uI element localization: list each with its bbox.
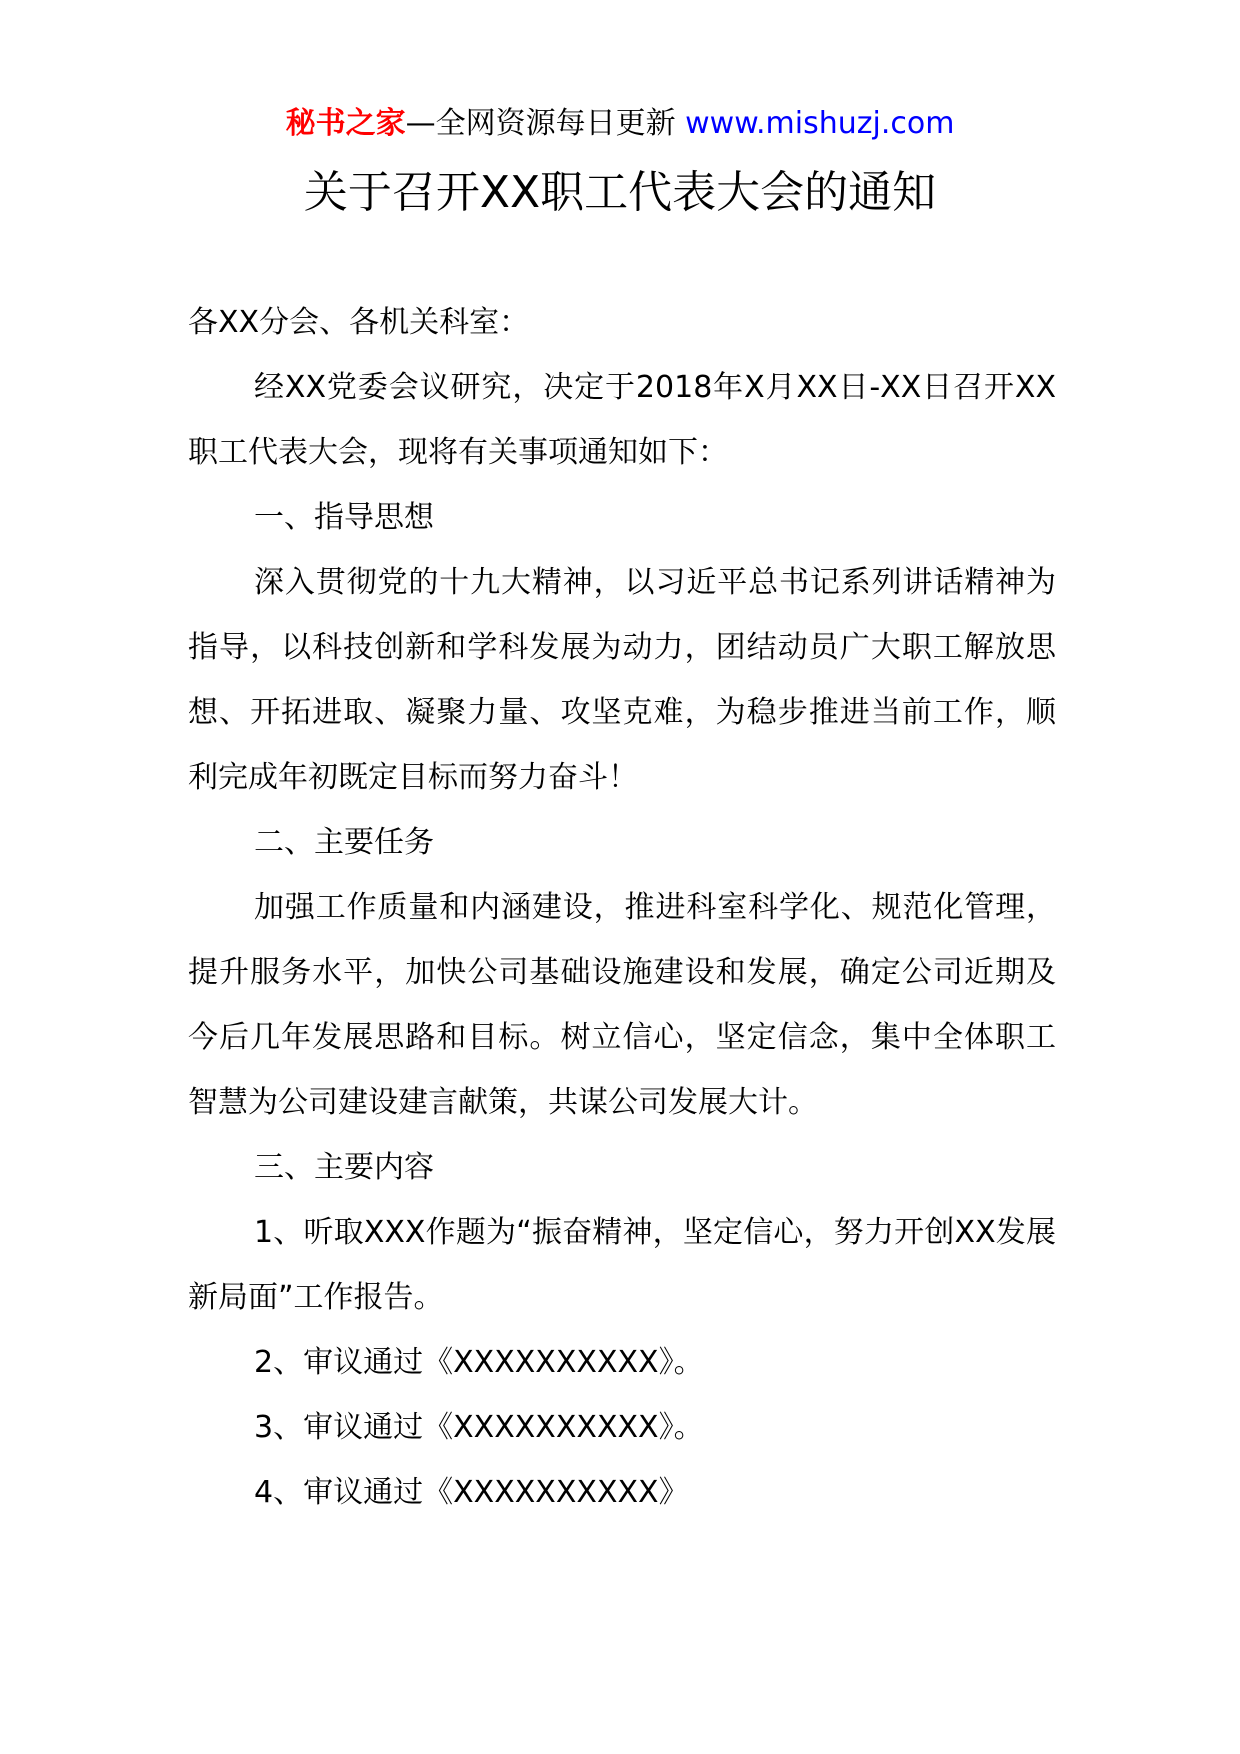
salutation: 各XX分会、各机关科室： <box>188 305 530 340</box>
document-title: 关于召开XX职工代表大会的通知 <box>303 167 937 218</box>
list-item: 1、听取XXX作题为“振奋精神，坚定信心，努力开创XX发展新局面”工作报告。 <box>188 1215 1056 1315</box>
document-body <box>188 290 1056 1525</box>
brand-name: 秘书之家 <box>285 106 406 141</box>
intro-paragraph: 经XX党委会议研究，决定于2018年X月XX日-XX日召开XX职工代表大会，现将有关事项通知如下： <box>188 370 1056 470</box>
section-heading-main-content: 三、主要内容 <box>254 1150 434 1185</box>
section-text-guiding-ideology: 深入贯彻党的十九大精神，以习近平总书记系列讲话精神为指导，以科技创新和学科发展为动力，团结动员广大职工解放思想、开拓进取、凝聚力量、攻坚克难，为稳步推进当前工作，顺利完成年初既定目标而努力奋斗！ <box>188 565 1056 795</box>
list-item: 3、审议通过《XXXXXXXXXX》。 <box>254 1410 704 1445</box>
section-text-main-tasks: 加强工作质量和内涵建设，推进科室科学化、规范化管理，提升服务水平，加快公司基础设施建设和发展，确定公司近期及今后几年发展思路和目标。树立信心，坚定信念，集中全体职工智慧为公司建设建言献策，共谋公司发展大计。 <box>188 890 1056 1120</box>
site-header <box>0 102 1240 146</box>
list-item: 4、审议通过《XXXXXXXXXX》 <box>254 1475 689 1510</box>
section-heading-guiding-ideology: 一、指导思想 <box>254 500 434 535</box>
section-heading-main-tasks: 二、主要任务 <box>254 825 434 860</box>
list-item: 2、审议通过《XXXXXXXXXX》。 <box>254 1345 704 1380</box>
header-slogan: —全网资源每日更新 <box>405 106 676 141</box>
site-url-link[interactable]: www.mishuzj.com <box>685 106 955 141</box>
